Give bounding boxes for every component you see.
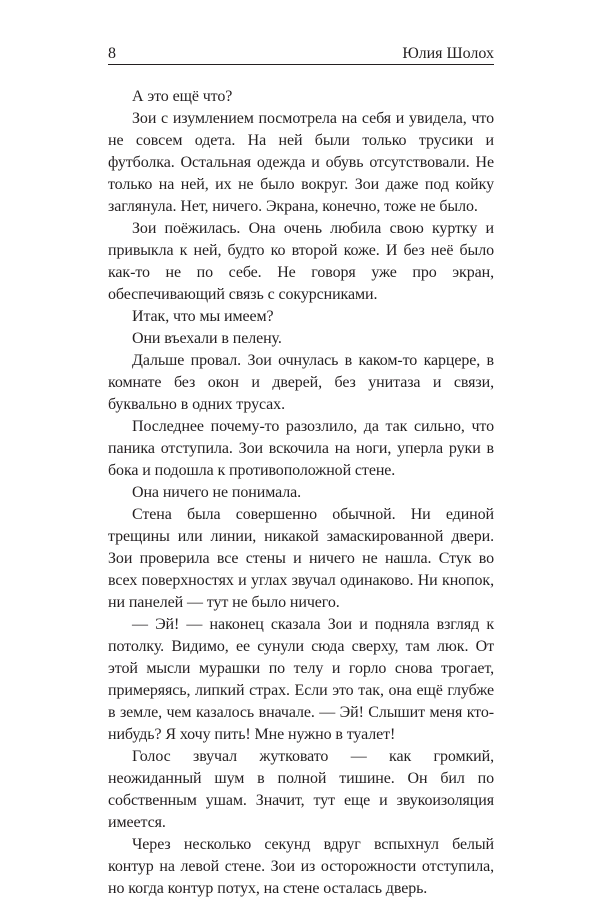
paragraph: Последнее почему-то разозлило, да так сильно, что паника отступила. Зои вскочила на ноги, уперла руки в бока и подошла к противоположной стене. [108,418,494,479]
paragraph: Дальше провал. Зои очнулась в каком-то карцере, в комнате без окон и дверей, без унитаза и связи, буквально в одних трусах. [108,352,494,413]
page-number: 8 [108,45,116,62]
paragraph: Итак, что мы имеем? [132,308,274,325]
body-text [108,86,494,900]
paragraph: — Эй! — наконец сказала Зои и подняла взгляд к потолку. Видимо, ее сунули сюда сверху, там люк. От этой мысли мурашки по телу и горло снова трогает, примеряясь, липкий страх. Если это так, она ещё глубже в земле, чем казалось вначале. — Эй! Слышит меня кто-нибудь? Я хочу пить! Мне нужно в туалет! [108,616,494,743]
paragraph: Они въехали в пелену. [132,330,282,347]
paragraph: Зои с изумлением посмотрела на себя и увидела, что не совсем одета. На ней были только трусики и футболка. Остальная одежда и обувь отсутствовали. Не только на ней, их не было вокруг. Зои даже под койку заглянула. Нет, ничего. Экрана, конечно, тоже не было. [108,110,494,215]
paragraph: Голос звучал жутковато — как громкий, неожиданный шум в полной тишине. Он бил по собственным ушам. Значит, тут еще и звукоизоляция имеется. [108,748,494,831]
page-header [108,28,494,65]
paragraph: Зои поёжилась. Она очень любила свою куртку и привыкла к ней, будто ко второй коже. И без неё было как-то не по себе. Не говоря уже про экран, обеспечивающий связь с сокурсниками. [108,220,494,303]
paragraph: Она ничего не понимала. [132,484,302,501]
paragraph: Стена была совершенно обычной. Ни единой трещины или линии, никакой замаскированной двери. Зои проверила все стены и ничего не нашла. Стук во всех поверхностях и углах звучал одинаково. Ни кнопок, ни панелей — тут не было ничего. [108,506,494,611]
running-title: Юлия Шолох [402,45,494,62]
paragraph: Через несколько секунд вдруг вспыхнул белый контур на левой стене. Зои из осторожности отступила, но когда контур потух, на стене осталась дверь. [108,836,494,897]
paragraph: А это ещё что? [132,88,233,105]
